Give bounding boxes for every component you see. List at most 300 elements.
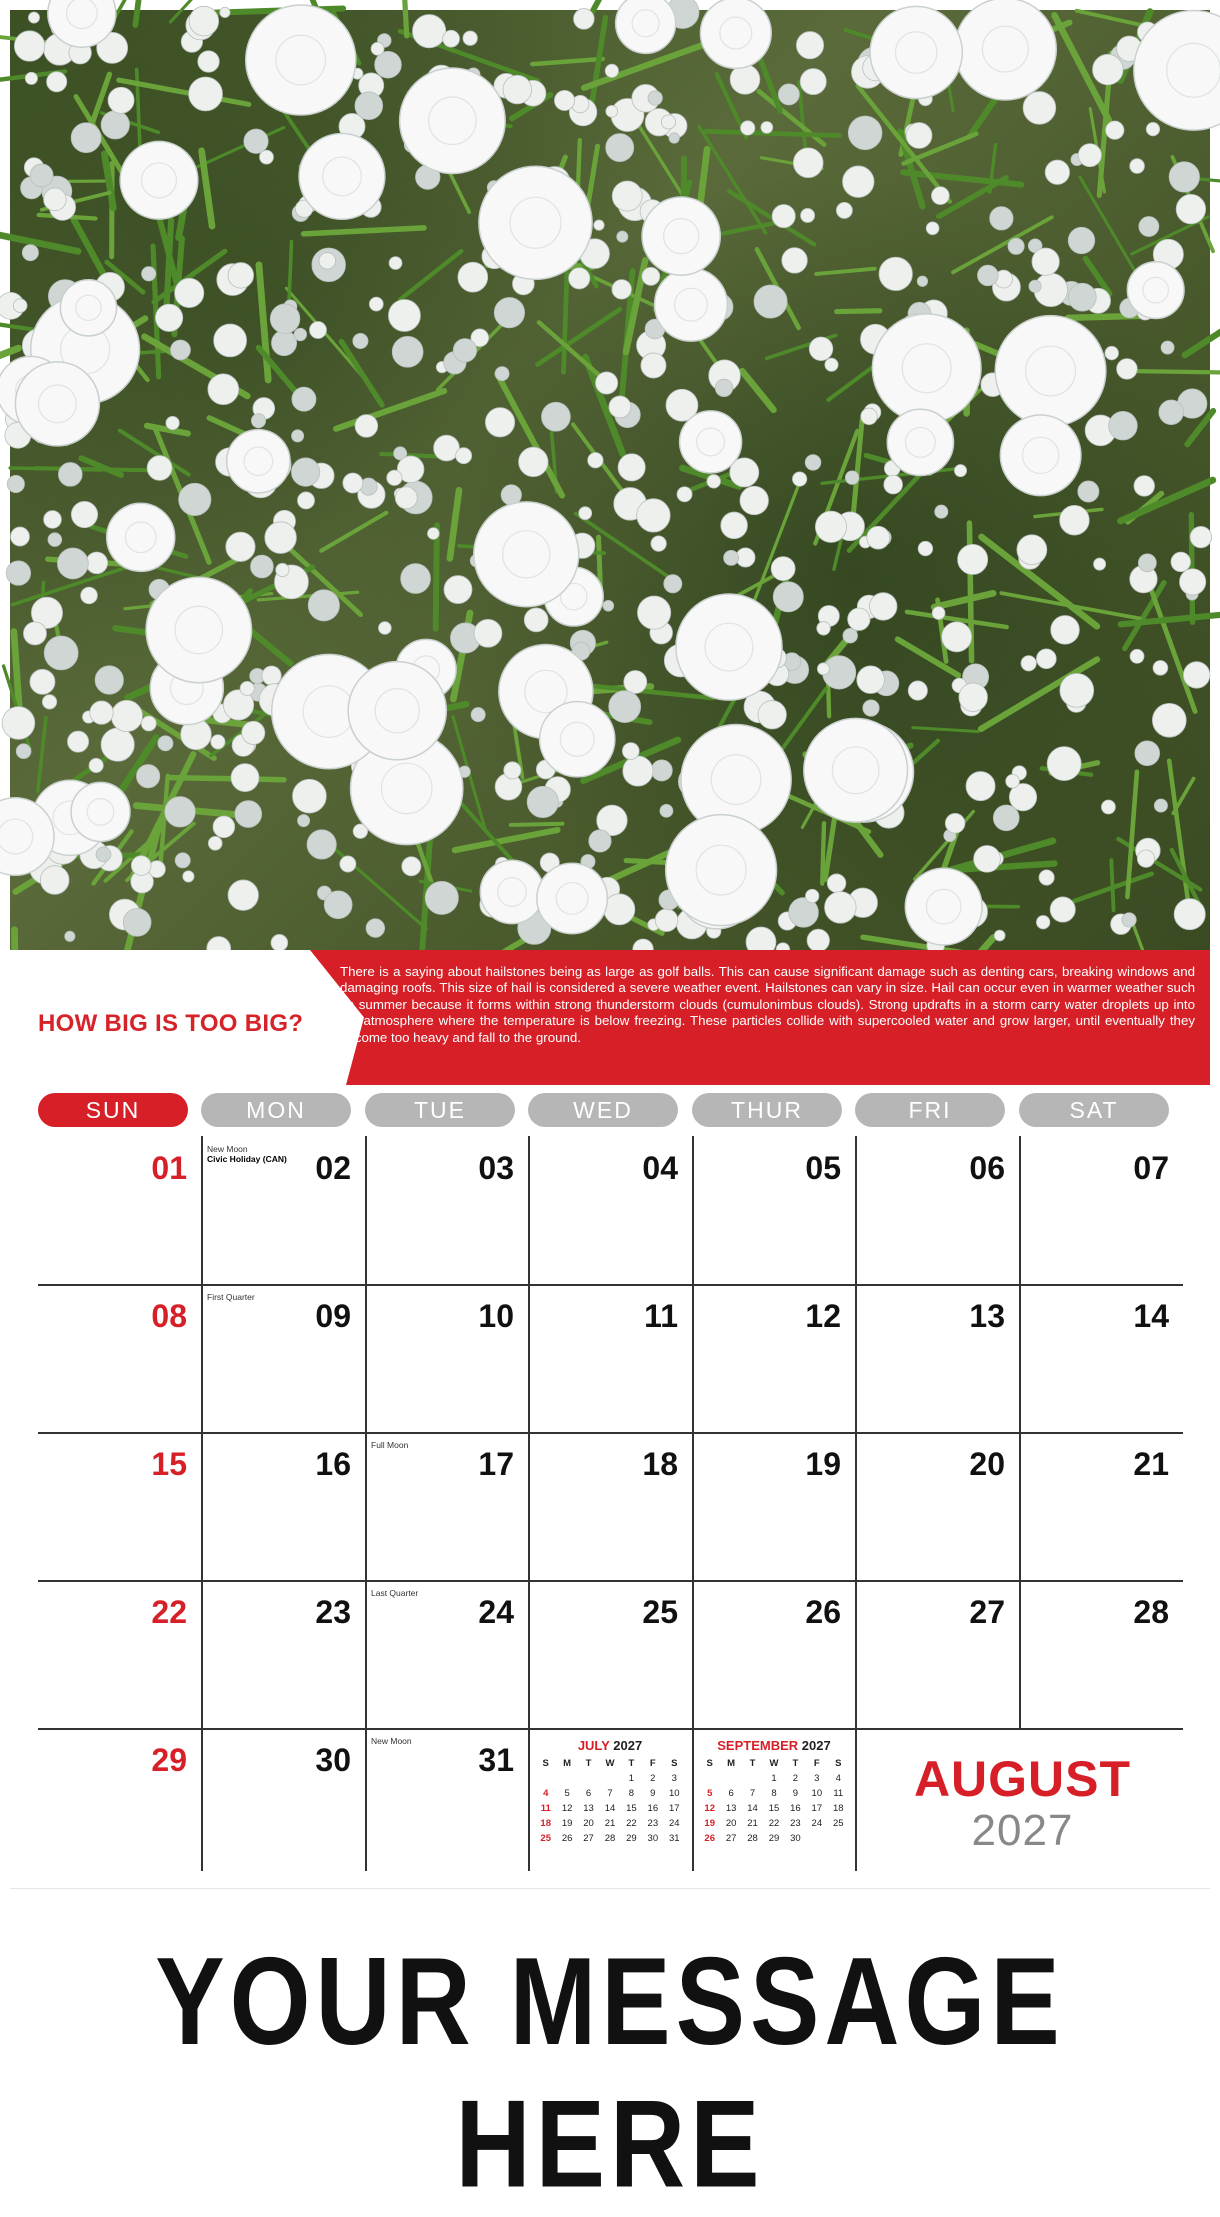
hailstone (1105, 346, 1119, 360)
grass-blade (816, 269, 875, 274)
mini-day (535, 1771, 556, 1786)
hailstone (637, 596, 670, 629)
day-cell[interactable] (365, 1432, 528, 1580)
hailstone (183, 871, 194, 882)
hailstone (721, 512, 748, 539)
hailstone (1130, 159, 1145, 174)
hailstone (954, 0, 1056, 100)
day-cell[interactable] (365, 1136, 528, 1284)
hailstone (1106, 121, 1124, 139)
hailstone (504, 762, 521, 779)
mini-weekday: S (828, 1756, 849, 1771)
day-header-sun: SUN (38, 1093, 188, 1127)
hailstone (101, 111, 129, 139)
hailstone (1068, 283, 1096, 311)
hailstone (609, 691, 641, 723)
hailstone (805, 455, 821, 471)
hailstone (1161, 341, 1174, 354)
hailstone (479, 166, 592, 279)
mini-day: 18 (828, 1801, 849, 1816)
holiday-note: Civic Holiday (CAN) (207, 1154, 287, 1164)
mini-day: 31 (664, 1831, 685, 1846)
hailstone (843, 166, 874, 197)
day-cell[interactable] (38, 1136, 201, 1284)
hailstone (624, 671, 647, 694)
mini-day: 5 (556, 1786, 577, 1801)
hailstone (801, 208, 815, 222)
hailstone (166, 416, 179, 429)
hailstone (1117, 359, 1138, 380)
mini-day: 19 (556, 1816, 577, 1831)
mini-weekday: T (578, 1756, 599, 1771)
hailstone (1137, 850, 1154, 867)
hailstone (740, 486, 769, 515)
day-number: 25 (642, 1594, 678, 1631)
hailstone (707, 475, 721, 489)
hailstone (1023, 92, 1056, 125)
hailstone (395, 487, 417, 509)
day-number: 26 (805, 1594, 841, 1631)
day-cell[interactable] (365, 1580, 528, 1728)
hailstone (355, 415, 378, 438)
mini-day: 26 (556, 1831, 577, 1846)
hailstone (825, 892, 857, 924)
hailstone (1169, 162, 1199, 192)
day-header-tue: TUE (365, 1093, 515, 1127)
hailstone (67, 731, 88, 752)
hailstone (292, 387, 316, 411)
hailstone (271, 330, 296, 355)
grass-blade (0, 321, 33, 329)
day-number: 18 (642, 1446, 678, 1483)
day-number: 24 (478, 1594, 514, 1631)
mini-day: 9 (785, 1786, 806, 1801)
hailstone (857, 666, 885, 694)
hailstone (863, 700, 879, 716)
grass-blade (450, 490, 459, 558)
moon-phase-note: Last Quarter (371, 1588, 418, 1598)
hailstone (146, 577, 251, 682)
hailstone (81, 587, 98, 604)
mini-month: JULY (578, 1738, 610, 1753)
hailstone (292, 430, 304, 442)
day-cell[interactable] (1019, 1284, 1183, 1432)
hailstone (108, 87, 134, 113)
hailstone (527, 786, 558, 817)
mini-day (828, 1831, 849, 1846)
day-cell[interactable] (365, 1728, 528, 1871)
hailstone (554, 90, 574, 110)
grass-blade (837, 311, 880, 312)
hailstone (427, 528, 439, 540)
hailstone (648, 91, 662, 105)
day-cell[interactable] (528, 1284, 692, 1432)
hailstone (480, 860, 543, 923)
hailstone (641, 353, 666, 378)
hailstone (669, 133, 679, 143)
hailstone (297, 492, 314, 509)
day-cell[interactable] (855, 1432, 1019, 1580)
hailstone (179, 483, 211, 515)
hailstone (935, 505, 948, 518)
mini-weekday: T (742, 1756, 763, 1771)
hailstone (676, 594, 782, 700)
hailstone (595, 372, 617, 394)
mini-day: 14 (742, 1801, 763, 1816)
day-cell[interactable] (201, 1580, 365, 1728)
hailstone (86, 552, 108, 574)
grass-blade (81, 458, 121, 475)
grass-blade (38, 718, 46, 792)
mini-calendar-prev (535, 1738, 685, 1846)
day-number: 29 (151, 1742, 187, 1779)
mini-week-row (535, 1786, 685, 1801)
hailstone (401, 564, 431, 594)
hailstone (931, 187, 949, 205)
mini-week-row (699, 1816, 849, 1831)
day-number: 13 (969, 1298, 1005, 1335)
hailstone (387, 470, 402, 485)
hailstone (1078, 481, 1099, 502)
day-cell[interactable] (38, 1728, 201, 1871)
day-cell[interactable] (1019, 1432, 1183, 1580)
day-header-sat: SAT (1019, 1093, 1169, 1127)
mini-day: 5 (699, 1786, 720, 1801)
hailstone (44, 636, 78, 670)
mini-weekday: S (664, 1756, 685, 1771)
day-cell[interactable] (201, 1432, 365, 1580)
mini-day: 25 (828, 1816, 849, 1831)
mini-day: 16 (785, 1801, 806, 1816)
day-number: 27 (969, 1594, 1005, 1631)
day-number: 07 (1133, 1150, 1169, 1187)
hailstone (228, 263, 254, 289)
hailstone (651, 536, 666, 551)
grass-blade (532, 59, 603, 64)
hailstone (246, 5, 356, 115)
mini-day: 23 (642, 1816, 663, 1831)
hailstone (1153, 660, 1168, 675)
hailstone (348, 662, 446, 760)
day-cell[interactable] (692, 1432, 855, 1580)
hailstone (540, 702, 615, 777)
day-cell[interactable] (692, 1284, 855, 1432)
mini-calendar-next (699, 1738, 849, 1846)
hailstone (47, 72, 67, 92)
hailstone (870, 6, 962, 98)
mini-day: 16 (642, 1801, 663, 1816)
hailstone (1101, 800, 1115, 814)
hailstone (147, 456, 172, 481)
day-number: 16 (315, 1446, 351, 1483)
hailstone (1017, 535, 1047, 565)
hailstone (605, 64, 618, 77)
day-cell[interactable] (201, 1284, 365, 1432)
hailstone (604, 894, 635, 925)
hailstone (120, 141, 198, 219)
hailstone (666, 815, 777, 926)
hailstone (458, 262, 488, 292)
mini-day: 15 (763, 1801, 784, 1816)
hailstone (165, 797, 195, 827)
hailstone (213, 816, 235, 838)
day-number: 15 (151, 1446, 187, 1483)
hailstone (872, 314, 981, 423)
day-number: 01 (151, 1150, 187, 1187)
hailstone (474, 502, 579, 607)
mini-calendar-title (699, 1738, 849, 1753)
mini-day: 4 (535, 1786, 556, 1801)
hailstone (1135, 741, 1160, 766)
hailstone (271, 934, 288, 951)
hailstone (917, 276, 927, 286)
mini-day: 6 (720, 1786, 741, 1801)
grass-blade (404, 0, 406, 36)
hailstone (1171, 552, 1191, 572)
grass-blade (1185, 290, 1220, 355)
hailstone (298, 815, 310, 827)
hailstone (14, 31, 44, 61)
mini-calendar-title (535, 1738, 685, 1753)
hailstone (612, 181, 642, 211)
hailstone (974, 846, 1001, 873)
hailstone (235, 801, 262, 828)
day-cell[interactable] (38, 1284, 201, 1432)
hailstone (444, 576, 472, 604)
hailstone (1045, 160, 1069, 184)
hailstone (843, 628, 858, 643)
hailstone (291, 458, 319, 486)
custom-message: YOUR MESSAGE HERE (10, 1931, 1210, 2217)
hailstone (906, 123, 932, 149)
hailstone (805, 889, 818, 902)
hailstone (495, 367, 509, 381)
mini-weekday: W (599, 1756, 620, 1771)
day-cell[interactable] (1019, 1580, 1183, 1728)
hailstone (96, 847, 111, 862)
hailstone (2, 707, 35, 740)
hailstone (845, 471, 859, 485)
hailstone (58, 463, 82, 487)
mini-week-row (535, 1831, 685, 1846)
hailstone (208, 374, 239, 405)
day-cell[interactable] (692, 1136, 855, 1284)
hailstone (1139, 217, 1159, 237)
day-cell[interactable] (201, 1728, 365, 1871)
mini-day: 28 (599, 1831, 620, 1846)
hailstone (879, 257, 912, 290)
mini-day: 29 (763, 1831, 784, 1846)
hailstone (402, 857, 421, 876)
hailstone (836, 202, 852, 218)
mini-day: 22 (621, 1816, 642, 1831)
hailstone (995, 316, 1106, 427)
grass-blade (35, 468, 148, 470)
grass-blade (341, 342, 382, 405)
hailstone (651, 760, 672, 781)
mini-day: 21 (742, 1816, 763, 1831)
hailstone (71, 123, 101, 153)
day-cell[interactable] (528, 1136, 692, 1284)
hailstone (680, 411, 742, 473)
hailstone (588, 453, 603, 468)
day-cell[interactable] (1019, 1136, 1183, 1284)
hailstone (1134, 476, 1155, 497)
hailstone (175, 853, 190, 868)
day-cell[interactable] (38, 1580, 201, 1728)
hailstone (1060, 505, 1090, 535)
mini-day: 24 (806, 1816, 827, 1831)
hailstone (392, 336, 423, 367)
hailstone (244, 129, 268, 153)
hailstone (1130, 649, 1144, 663)
hailstone (771, 557, 795, 581)
hailstone (175, 278, 204, 307)
day-cell[interactable] (365, 1284, 528, 1432)
day-cell[interactable] (855, 1580, 1019, 1728)
grass-blade (511, 824, 563, 825)
hailstone (993, 805, 1019, 831)
hailstone (171, 340, 191, 360)
hailstone (617, 231, 628, 242)
hailstone (413, 15, 446, 48)
hailstone (778, 84, 799, 105)
hailstone (758, 701, 786, 729)
hailstone (111, 700, 142, 731)
day-number: 28 (1133, 1594, 1169, 1631)
mini-day: 7 (742, 1786, 763, 1801)
hailstone (340, 856, 356, 872)
hailstones-photo (10, 10, 1210, 950)
hailstone (44, 188, 67, 211)
hailstone (861, 408, 878, 425)
grass-blade (304, 228, 424, 234)
day-number: 11 (644, 1298, 678, 1335)
hailstone (793, 148, 823, 178)
hailstone (958, 544, 988, 574)
mini-weekday: S (535, 1756, 556, 1771)
hailstone (95, 666, 123, 694)
month-year: 2027 (880, 1806, 1165, 1856)
hailstone (299, 133, 385, 219)
hailstone (807, 929, 829, 951)
hailstone (994, 930, 1005, 941)
grass-blade (400, 251, 461, 299)
mini-day: 27 (578, 1831, 599, 1846)
mini-calendar-table (699, 1756, 849, 1846)
mini-day: 24 (664, 1816, 685, 1831)
grass-blade (336, 391, 444, 429)
day-cell[interactable] (855, 1136, 1019, 1284)
hailstone (926, 222, 939, 235)
hailstone (226, 532, 255, 561)
hailstone (189, 6, 219, 36)
mini-day: 25 (535, 1831, 556, 1846)
mini-day: 1 (763, 1771, 784, 1786)
day-cell[interactable] (38, 1432, 201, 1580)
day-number: 08 (151, 1298, 187, 1335)
grass-blade (1147, 579, 1195, 711)
hailstone (42, 695, 56, 709)
mini-day: 20 (578, 1816, 599, 1831)
hailstone (265, 522, 297, 554)
hailstone (1000, 415, 1081, 496)
day-cell[interactable] (528, 1580, 692, 1728)
hailstone (242, 721, 265, 744)
day-cell[interactable] (201, 1136, 365, 1284)
hailstone (606, 134, 634, 162)
hail-illustration (10, 10, 1210, 950)
hailstone (1146, 122, 1159, 135)
mini-weekday: T (785, 1756, 806, 1771)
mini-day: 2 (642, 1771, 663, 1786)
mini-day: 12 (699, 1801, 720, 1816)
hailstone (603, 600, 614, 611)
hailstone (1176, 194, 1206, 224)
hailstone (655, 268, 728, 341)
info-title: HOW BIG IS TOO BIG? (38, 1010, 303, 1038)
hailstone (453, 339, 476, 362)
day-cell[interactable] (528, 1432, 692, 1580)
mini-header-row (535, 1756, 685, 1771)
hailstone (189, 77, 223, 111)
hailstone (142, 267, 156, 281)
mini-day: 29 (621, 1831, 642, 1846)
mini-week-row (699, 1831, 849, 1846)
hailstone (240, 681, 254, 695)
hailstone (30, 669, 55, 694)
hailstone (231, 764, 259, 792)
hailstone (309, 321, 326, 338)
mini-weekday: S (699, 1756, 720, 1771)
day-number: 23 (315, 1594, 351, 1631)
day-header-mon: MON (201, 1093, 351, 1127)
day-number: 19 (805, 1446, 841, 1483)
mini-weekday: M (556, 1756, 577, 1771)
day-cell[interactable] (692, 1580, 855, 1728)
hailstone (623, 756, 653, 786)
hailstone (800, 69, 826, 95)
hailstone (270, 304, 300, 334)
day-cell[interactable] (855, 1284, 1019, 1432)
hailstone (661, 115, 675, 129)
grass-blade (591, 18, 605, 108)
moon-phase-note: First Quarter (207, 1292, 255, 1302)
mini-day: 11 (828, 1786, 849, 1801)
hailstone (251, 555, 274, 578)
day-number: 20 (969, 1446, 1005, 1483)
hailstone (905, 868, 982, 945)
hailstone (1047, 747, 1081, 781)
day-number: 10 (478, 1298, 514, 1335)
hailstone (782, 248, 808, 274)
mini-day: 22 (763, 1816, 784, 1831)
hailstone (618, 454, 645, 481)
hailstone (809, 337, 833, 361)
mini-year: 2027 (802, 1738, 831, 1753)
mini-day (699, 1771, 720, 1786)
hailstone (228, 880, 258, 910)
hailstone (443, 30, 460, 47)
mini-day: 17 (664, 1801, 685, 1816)
hailstone (945, 813, 965, 833)
mini-day: 26 (699, 1831, 720, 1846)
hailstone (13, 299, 27, 313)
hailstone (65, 931, 75, 941)
hailstone (1179, 569, 1205, 595)
mini-day: 11 (535, 1801, 556, 1816)
mini-week-row (535, 1771, 685, 1786)
